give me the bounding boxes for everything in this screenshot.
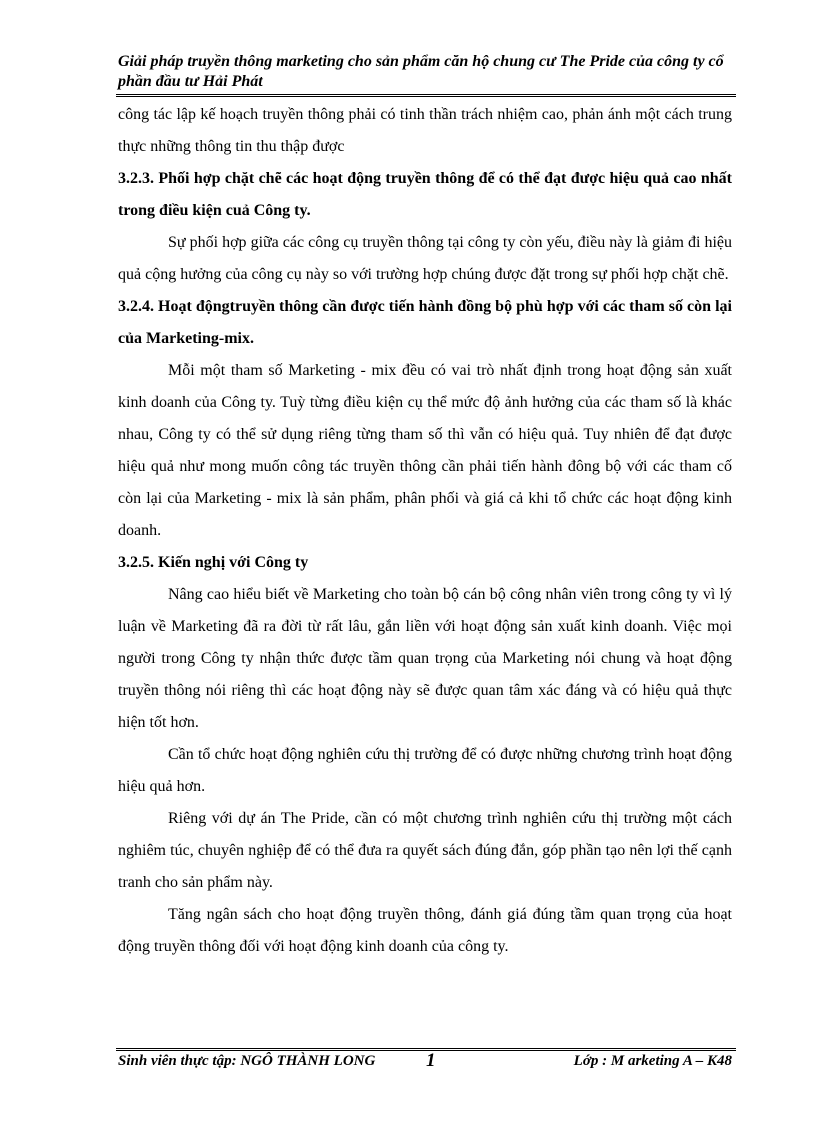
running-header: Giải pháp truyền thông marketing cho sản phẩm căn hộ chung cư The Pride của công ty cổ phần đầu tư Hải Phát: [118, 53, 724, 90]
document-body: [118, 99, 732, 963]
section-heading-3-2-4: 3.2.4. Hoạt độngtruyền thông cần được tiến hành đồng bộ phù hợp với các tham số còn lại của Marketing-mix.: [118, 298, 732, 347]
section-heading-3-2-5: 3.2.5. Kiến nghị với Công ty: [118, 554, 309, 571]
header-divider: [116, 94, 736, 97]
paragraph-awareness: Nâng cao hiểu biết về Marketing cho toàn bộ cán bộ công nhân viên trong công ty vì lý luận về Marketing đã ra đời từ rất lâu, gắn liền với hoạt động sản xuất kinh doanh. Việc mọi người trong Công ty nhận thức được tầm quan trọng của Marketing nói chung và hoạt động truyền thông nói riêng thì các hoạt động này sẽ được quan tâm xác đáng và có hiệu quả thực hiện tốt hơn.: [118, 586, 732, 731]
paragraph-market-research: Cần tổ chức hoạt động nghiên cứu thị trường để có được những chương trình hoạt động hiệu quả hơn.: [118, 746, 732, 795]
paragraph-coordination: Sự phối hợp giữa các công cụ truyền thông tại công ty còn yếu, điều này là giảm đi hiệu quả cộng hưởng của công cụ này so với trường hợp chúng được đặt trong sự phối hợp chặt chẽ.: [118, 234, 732, 283]
paragraph-marketing-mix: Mỗi một tham số Marketing - mix đều có vai trò nhất định trong hoạt động sản xuất kinh doanh của Công ty. Tuỳ từng điều kiện cụ thể mức độ ảnh hưởng của các tham số là khác nhau, Công ty có thể sử dụng riêng từng tham số thì vẫn có hiệu quả. Tuy nhiên để đạt được hiệu quả như mong muốn công tác truyền thông cần phải tiến hành đông bộ với các tham cố còn lại của Marketing - mix là sản phẩm, phân phối và giá cả khi tổ chức các hoạt động kinh doanh.: [118, 362, 732, 539]
paragraph-budget: Tăng ngân sách cho hoạt động truyền thông, đánh giá đúng tầm quan trọng của hoạt động truyền thông đối với hoạt động kinh doanh của công ty.: [118, 906, 732, 955]
paragraph-the-pride: Riêng với dự án The Pride, cần có một chương trình nghiên cứu thị trường một cách nghiêm túc, chuyên nghiệp để có thể đưa ra quyết sách đúng đắn, góp phần tạo nên lợi thế cạnh tranh cho sản phẩm này.: [118, 810, 732, 891]
student-name: Sinh viên thực tập: NGÔ THÀNH LONG: [118, 1053, 376, 1069]
page-number: 1: [426, 1050, 436, 1071]
class-label: Lớp : M arketing A – K48: [573, 1053, 732, 1069]
running-footer: [118, 1050, 732, 1075]
section-heading-3-2-3: 3.2.3. Phối hợp chặt chẽ các hoạt động truyền thông để có thể đạt được hiệu quả cao nhất trong điều kiện cuả Công ty.: [118, 170, 732, 219]
paragraph-continuation: công tác lập kế hoạch truyền thông phải có tinh thần trách nhiệm cao, phản ánh một cách trung thực những thông tin thu thập được: [118, 106, 732, 155]
